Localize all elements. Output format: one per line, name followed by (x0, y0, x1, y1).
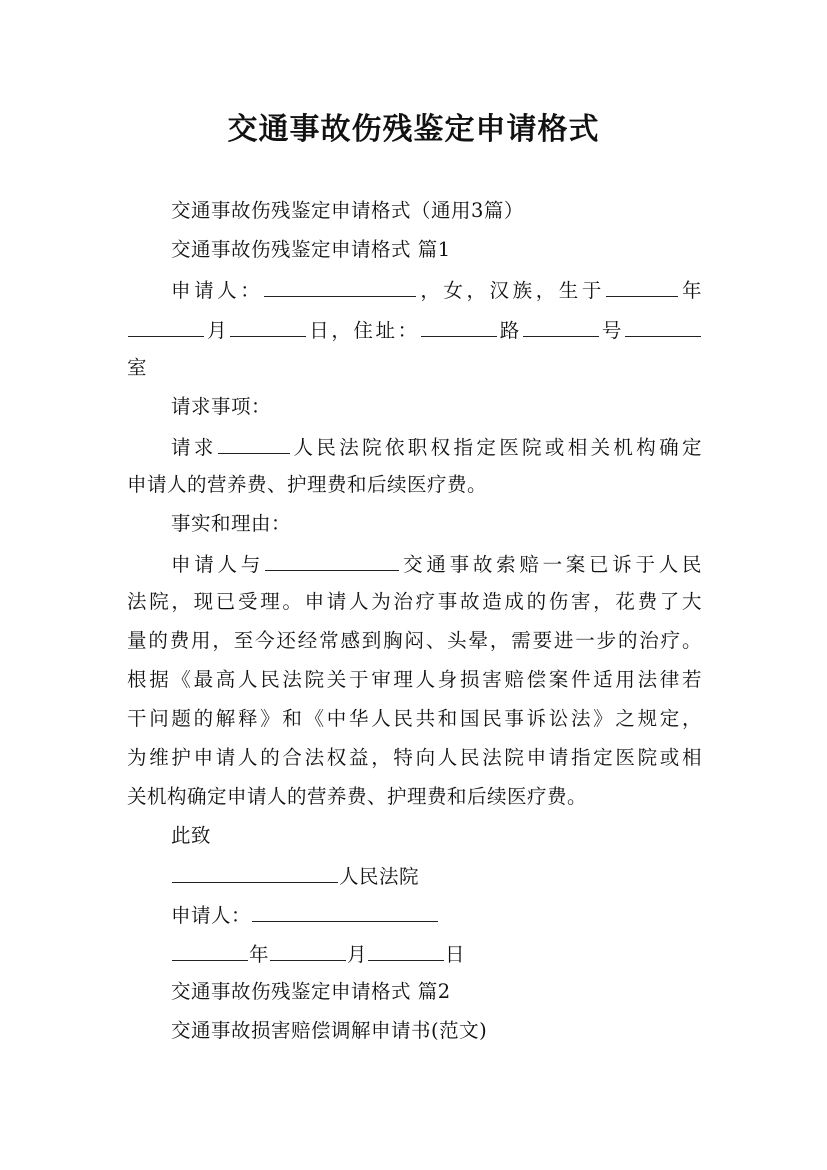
day-address-label: 日，住址： (307, 319, 420, 342)
claims-prefix: 请求 (171, 436, 217, 459)
document-subtitle: 交通事故伤残鉴定申请格式（通用3篇） (171, 199, 524, 222)
date-month-label: 月 (347, 943, 368, 966)
section2-heading: 交通事故伤残鉴定申请格式 篇2 (171, 980, 451, 1003)
facts-prefix: 申请人与 (171, 553, 264, 576)
document-title: 交通事故伤残鉴定申请格式 (227, 112, 600, 147)
facts-line-1 (171, 550, 702, 578)
court-name-blank (172, 862, 338, 883)
facts-line-4: 根据《最高人民法院关于审理人身损害赔偿案件适用法律若 (127, 668, 702, 691)
facts-line-3: 量的费用，至今还经常感到胸闷、头晕，需要进一步的治疗。 (127, 629, 702, 652)
facts-heading: 事实和理由： (171, 512, 292, 535)
section2-title: 交通事故损害赔偿调解申请书(范文) (171, 1019, 488, 1042)
claims-heading: 请求事项： (171, 395, 272, 418)
road-label: 路 (497, 319, 522, 342)
road-blank (421, 316, 497, 337)
number-label: 号 (599, 319, 624, 342)
facts-line-5: 干问题的解释》和《中华人民共和国民事诉讼法》之规定， (127, 707, 702, 730)
date-year-label: 年 (249, 943, 270, 966)
court-line (171, 862, 419, 890)
number-blank (523, 316, 599, 337)
month-label: 月 (205, 319, 230, 342)
facts-line-7: 关机构确定申请人的营养费、护理费和后续医疗费。 (127, 785, 588, 808)
facts-line-1-suffix: 交通事故索赔一案已诉于人民 (399, 553, 702, 576)
birth-day-blank (230, 316, 306, 337)
claims-line-2: 申请人的营养费、护理费和后续医疗费。 (127, 473, 488, 496)
facts-line-6: 为维护申请人的合法权益，特向人民法院申请指定医院或相 (127, 746, 702, 769)
applicant-line-2 (127, 316, 702, 344)
date-line (171, 940, 465, 968)
birth-year-blank (606, 276, 678, 297)
court-suffix: 人民法院 (339, 865, 420, 888)
applicant-name-blank (264, 276, 416, 297)
signature-line (171, 901, 439, 929)
birth-month-blank (128, 316, 204, 337)
facts-line-2: 法院，现已受理。申请人为治疗事故造成的伤害，花费了大 (127, 590, 702, 613)
applicant-mid-text: ，女，汉族，生于 (417, 279, 605, 302)
date-day-label: 日 (445, 943, 466, 966)
applicant-label: 申请人： (171, 279, 264, 302)
year-label: 年 (678, 279, 702, 302)
applicant-line-1 (171, 276, 702, 304)
claims-text-1: 人民法院依职权指定医院或相关机构确定 (290, 436, 702, 459)
signature-blank (252, 901, 438, 922)
closing: 此致 (171, 824, 212, 847)
claims-line-1 (171, 433, 702, 461)
date-month-blank (270, 940, 346, 961)
date-year-blank (172, 940, 248, 961)
section1-heading: 交通事故伤残鉴定申请格式 篇1 (171, 238, 451, 261)
signature-label: 申请人： (171, 904, 252, 927)
room-label: 室 (127, 356, 148, 379)
court-blank (218, 433, 290, 454)
defendant-blank (265, 550, 399, 571)
room-blank (625, 316, 701, 337)
date-day-blank (368, 940, 444, 961)
